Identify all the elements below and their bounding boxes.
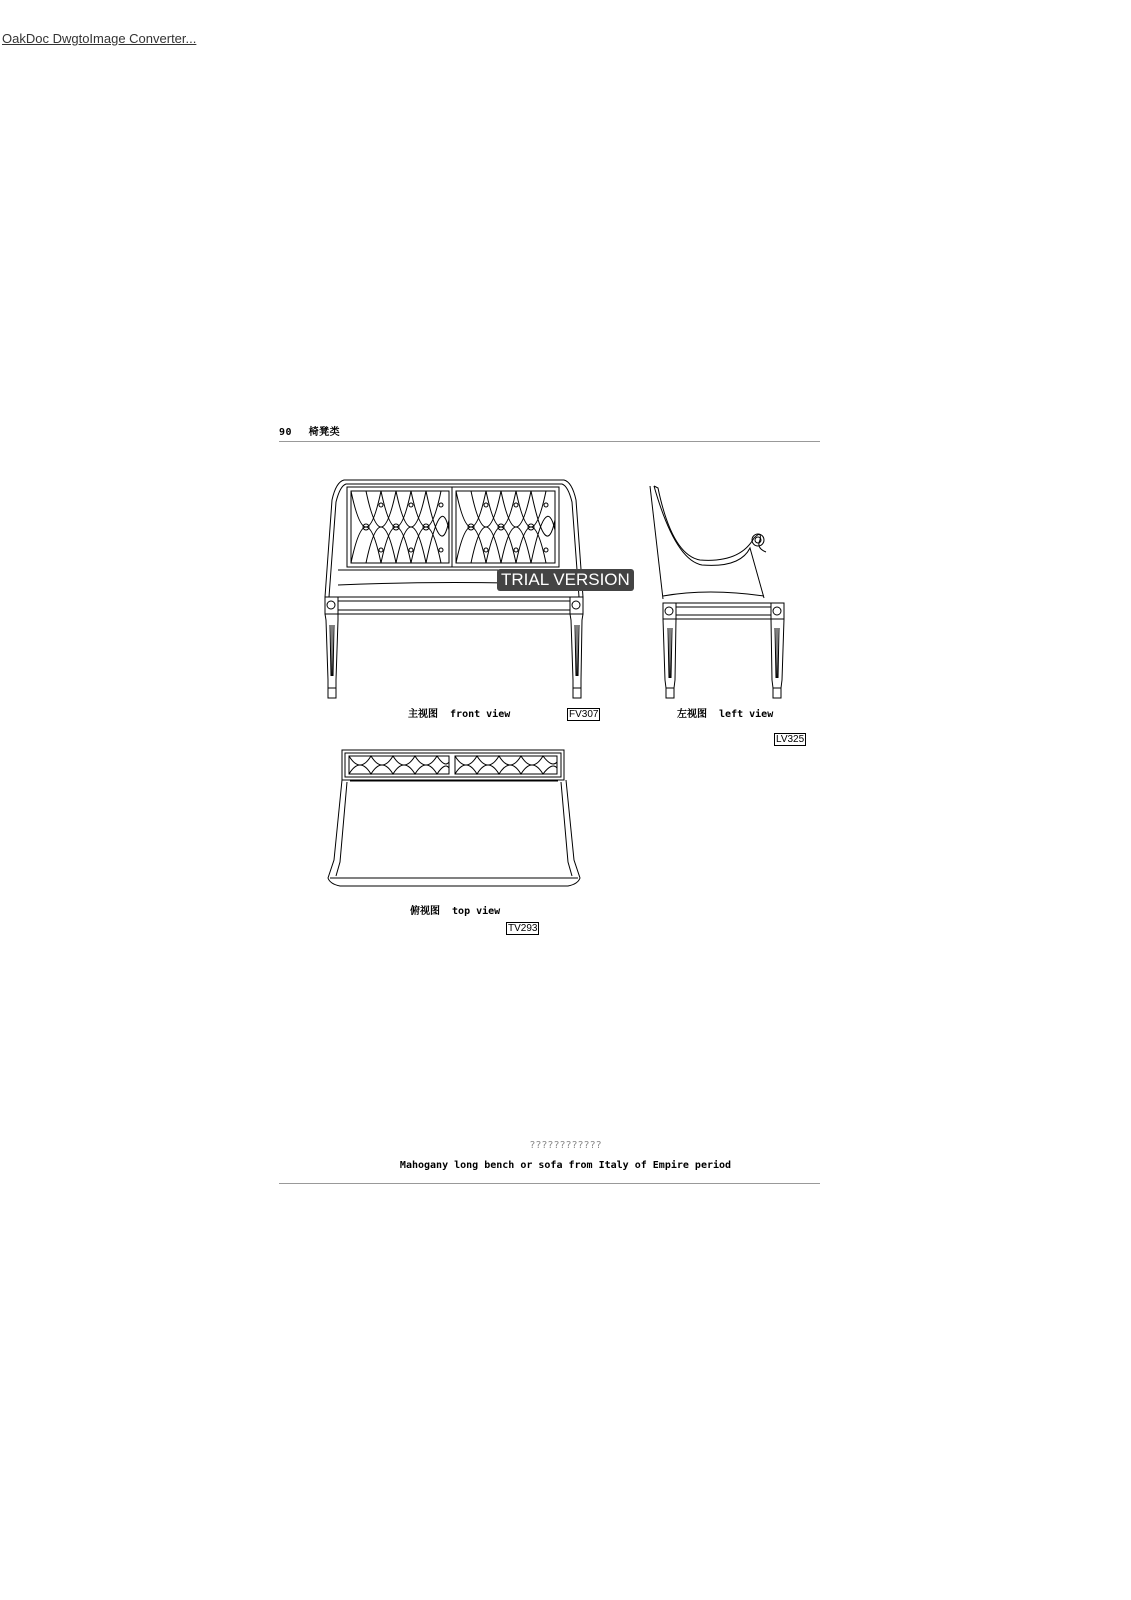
footer-rule bbox=[279, 1183, 820, 1184]
converter-link[interactable]: OakDoc DwgtoImage Converter... bbox=[2, 31, 197, 46]
left-view-code: LV325 bbox=[776, 734, 805, 745]
top-view-code: TV293 bbox=[508, 923, 538, 934]
trial-watermark: TRIAL VERSION bbox=[497, 569, 634, 591]
top-view-caption: 俯视图 top view bbox=[410, 906, 501, 917]
footer-title: Mahogany long bench or sofa from Italy of Empire period bbox=[399, 1160, 732, 1171]
section-title: 椅凳类 bbox=[308, 427, 341, 438]
front-view-caption: 主视图 front view bbox=[408, 709, 511, 720]
front-view-code: FV307 bbox=[569, 709, 599, 720]
page-number: 90 bbox=[279, 427, 293, 438]
footer-placeholder: ???????????? bbox=[529, 1140, 602, 1151]
left-view-caption: 左视图 left view bbox=[677, 709, 774, 720]
